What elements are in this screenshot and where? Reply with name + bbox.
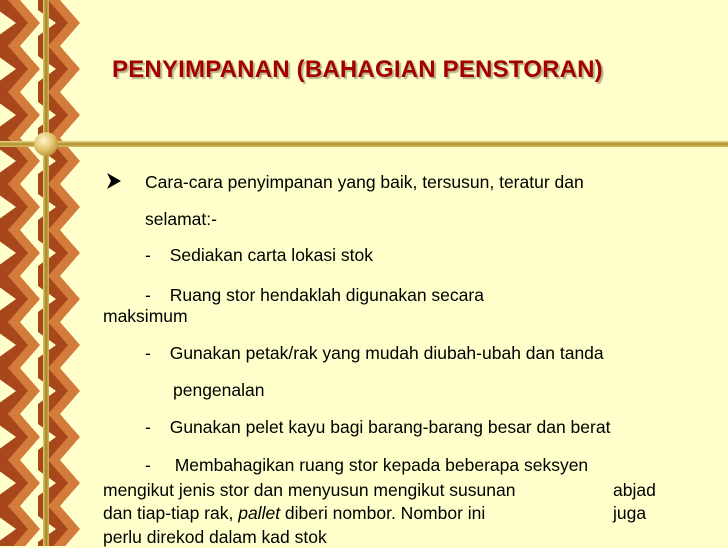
item-continuation	[103, 502, 485, 524]
intro-continuation: selamat:-	[145, 209, 217, 229]
item-continuation-right: juga	[613, 503, 647, 523]
pallet-term: pallet	[238, 503, 281, 523]
item-dash: -	[145, 455, 151, 475]
list-item	[145, 284, 484, 306]
continuation-text: diberi nombor. Nombor ini	[280, 503, 486, 523]
list-item	[145, 244, 373, 266]
item-continuation-right: abjad	[613, 480, 656, 500]
item-text: Gunakan pelet kayu bagi barang-barang besar dan berat	[169, 417, 611, 437]
list-item	[145, 416, 610, 438]
list-item	[145, 454, 588, 476]
item-dash: -	[145, 417, 151, 437]
item-dash: -	[145, 343, 151, 363]
intro-line: Cara-cara penyimpanan yang baik, tersusun, teratur dan	[145, 172, 584, 192]
item-text: Sediakan carta lokasi stok	[169, 245, 374, 265]
item-dash: -	[145, 245, 151, 265]
item-continuation: perlu direkod dalam kad stok	[103, 527, 327, 547]
continuation-text: dan tiap-tiap rak,	[103, 503, 239, 523]
item-text: Ruang stor hendaklah digunakan secara	[169, 285, 484, 305]
item-continuation: maksimum	[103, 306, 188, 326]
list-item	[145, 342, 604, 364]
item-continuation: mengikut jenis stor dan menyusun mengikut susunan	[103, 480, 516, 500]
item-text: Membahagikan ruang stor kepada beberapa seksyen	[174, 455, 589, 475]
item-dash: -	[145, 285, 151, 305]
item-continuation: pengenalan	[173, 380, 265, 400]
slide-title: PENYIMPANAN (BAHAGIAN PENSTORAN)	[112, 56, 603, 83]
item-text: Gunakan petak/rak yang mudah diubah-ubah dan tanda	[169, 343, 604, 363]
